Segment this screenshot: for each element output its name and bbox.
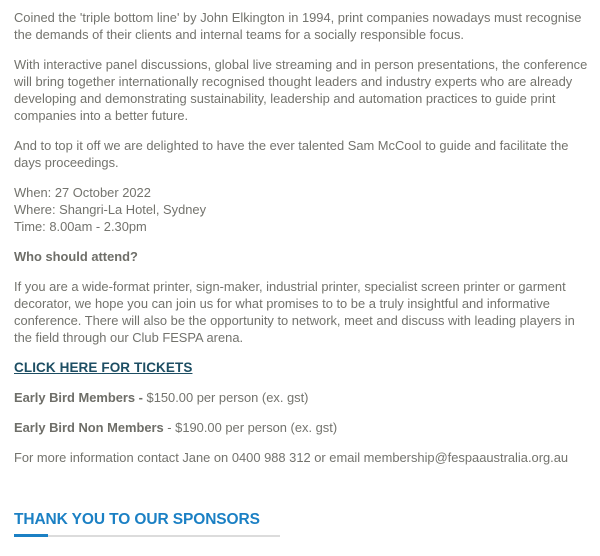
intro-paragraph: Coined the 'triple bottom line' by John Elkington in 1994, print companies nowadays must recognise the demands of their clients and internal teams for a socially responsible focus. [14, 10, 582, 42]
event-where: Where: Shangri-La Hotel, Sydney [14, 202, 207, 217]
early-bird-non-members-price: - $190.00 per person (ex. gst) [163, 420, 338, 435]
event-details [14, 184, 592, 235]
early-bird-members-label: Early Bird Members - [14, 390, 143, 405]
tickets-link-row [14, 359, 592, 376]
newsletter-content [14, 9, 592, 537]
early-bird-non-members-label: Early Bird Non Members [14, 420, 164, 435]
host-paragraph: And to top it off we are delighted to have the ever talented Sam McCool to guide and facilitate the days proceedings. [14, 138, 569, 170]
divider-gray-segment [48, 535, 280, 537]
early-bird-non-members-row [14, 419, 592, 436]
tickets-link[interactable]: CLICK HERE FOR TICKETS [14, 360, 193, 375]
attend-heading: Who should attend? [14, 249, 138, 264]
divider-blue-segment [14, 534, 48, 537]
sponsors-heading: THANK YOU TO OUR SPONSORS [14, 511, 260, 528]
early-bird-members-row [14, 389, 592, 406]
contact-line: For more information contact Jane on 0400 988 312 or email membership@fespaaustralia.org.au [14, 450, 569, 465]
early-bird-members-price: $150.00 per person (ex. gst) [142, 390, 309, 405]
conference-paragraph: With interactive panel discussions, global live streaming and in person presentations, the conference will bring together internationally recognised thought leaders and industry experts who are already developing and demonstrating sustainability, leadership and automation practices to guide print companies into a better future. [14, 57, 588, 123]
attend-paragraph: If you are a wide-format printer, sign-maker, industrial printer, specialist screen printer or garment decorator, we hope you can join us for what promises to to be a truly insightful and informative conference. There will also be the opportunity to network, meet and discuss with leading players in the field through our Club FESPA arena. [14, 279, 575, 345]
event-when: When: 27 October 2022 [14, 185, 151, 200]
event-time: Time: 8.00am - 2.30pm [14, 219, 147, 234]
sponsors-divider [14, 534, 280, 537]
